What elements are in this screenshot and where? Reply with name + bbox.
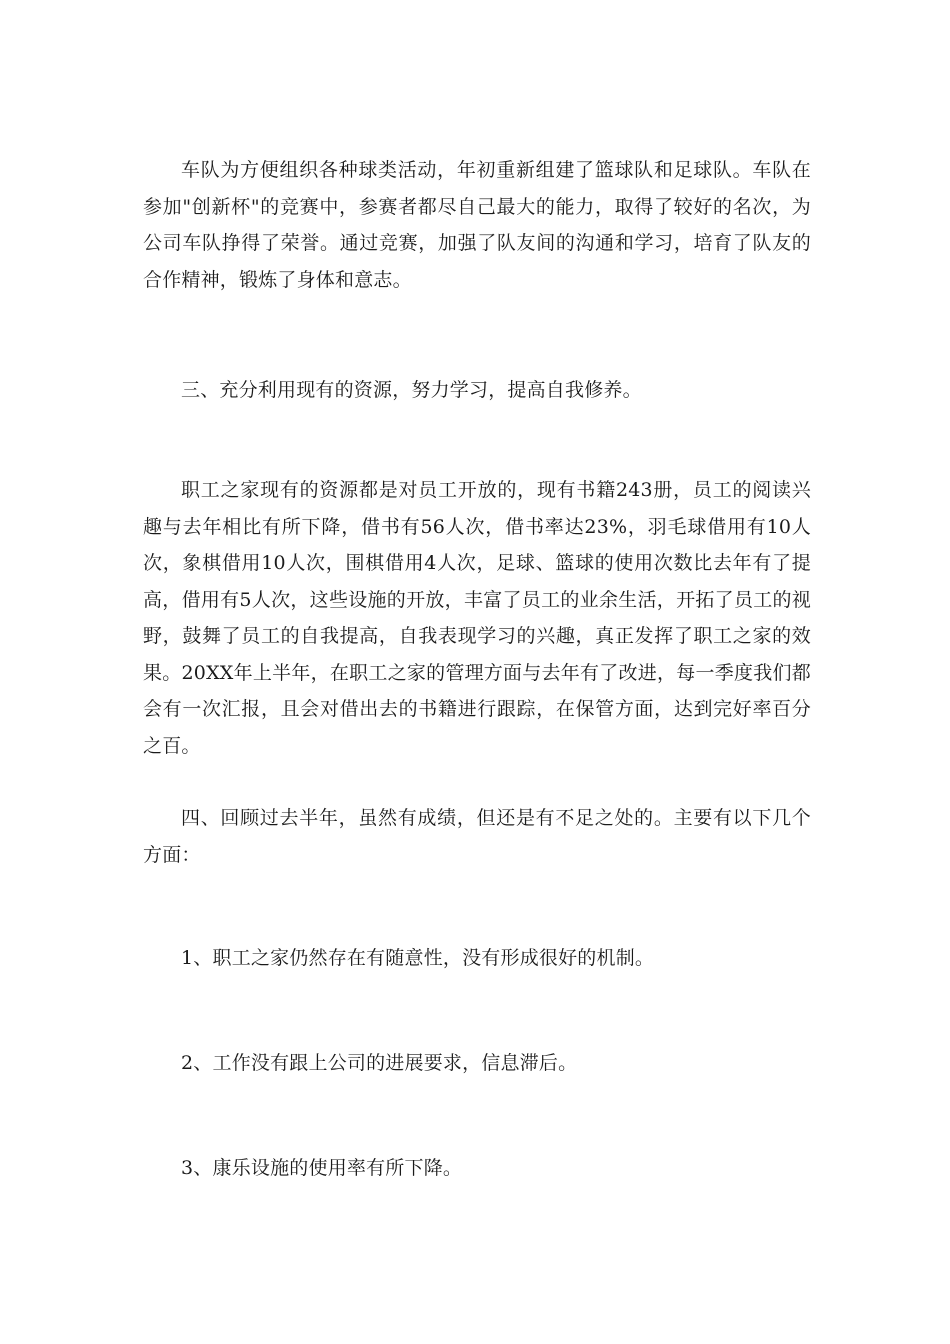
paragraph-staff-home-resources: 职工之家现有的资源都是对员工开放的，现有书籍243册，员工的阅读兴趣与去年相比有所下降，借书有56人次，借书率达23%，羽毛球借用有10人次，象棋借用10人次，围棋借用4人次，足球、篮球的使用次数比去年有了提高，借用有5人次，这些设施的开放，丰富了员工的业余生活，开拓了员工的视野，鼓舞了员工的自我提高，自我表现学习的兴趣，真正发挥了职工之家的效果。20XX年上半年，在职工之家的管理方面与去年有了改进，每一季度我们都会有一次汇报，且会对借出去的书籍进行跟踪，在保管方面，达到完好率百分之百。 (143, 479, 811, 757)
list-item-3: 3、康乐设施的使用率有所下降。 (181, 1157, 463, 1179)
section-heading-4: 四、回顾过去半年，虽然有成绩，但还是有不足之处的。主要有以下几个方面： (143, 807, 811, 866)
list-item-2: 2、工作没有跟上公司的进展要求，信息滞后。 (181, 1052, 578, 1074)
paragraph-team-activities: 车队为方便组织各种球类活动，年初重新组建了篮球队和足球队。车队在参加"创新杯"的竞赛中，参赛者都尽自己最大的能力，取得了较好的名次，为公司车队挣得了荣誉。通过竞赛，加强了队友间的沟通和学习，培育了队友的合作精神，锻炼了身体和意志。 (143, 159, 811, 291)
list-item-1: 1、职工之家仍然存在有随意性，没有形成很好的机制。 (181, 947, 655, 969)
section-heading-3: 三、充分利用现有的资源，努力学习，提高自我修养。 (181, 379, 642, 401)
